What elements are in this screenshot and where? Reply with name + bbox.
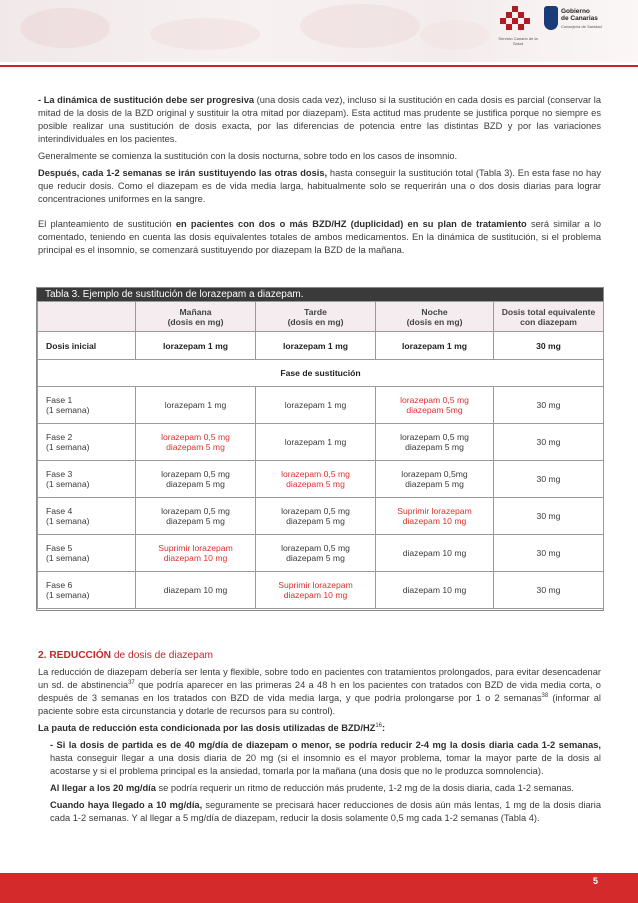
- header-pill-decoration: [420, 20, 490, 50]
- page-number: 5: [592, 876, 598, 886]
- cell-manana: Suprimir lorazepam diazepam 10 mg: [136, 535, 256, 572]
- bold-lead: Después, cada 1-2 semanas se irán sustituyendo las otras dosis,: [38, 168, 328, 178]
- cell-total: 30 mg: [494, 387, 604, 424]
- table-row-phase: [38, 424, 604, 461]
- cell-noche: lorazepam 0,5 mg diazepam 5 mg: [376, 424, 494, 461]
- phase-label: Fase 6 (1 semana): [38, 572, 136, 609]
- gc-line2: de Canarias: [561, 15, 598, 22]
- phase-label: Fase 1 (1 semana): [38, 387, 136, 424]
- cell-manana: lorazepam 0,5 mg diazepam 5 mg: [136, 498, 256, 535]
- cell-total: 30 mg: [494, 424, 604, 461]
- table-caption-label: Tabla 3.: [45, 289, 81, 300]
- paragraph-despues: [38, 167, 601, 206]
- gobierno-canarias-logo-text: [561, 8, 598, 22]
- gobierno-canarias-sub: Consejería de Sanidad: [561, 24, 602, 29]
- cell-noche: lorazepam 1 mg: [376, 332, 494, 360]
- body-text: hasta conseguir llegar a una dosis diaria de 20 mg (si el insomnio es el mayor problema, tomar la mayor parte de la dosis al acostarse y si el problema principal es la ansiedad, tomarla por la mañana (una dosis que no le produzca somnolencia).: [50, 753, 601, 776]
- header-cell-tarde: Tarde (dosis en mg): [256, 302, 376, 332]
- paragraph-reduccion: [38, 666, 601, 718]
- row-label: Dosis inicial: [38, 332, 136, 360]
- cell-total: 30 mg: [494, 332, 604, 360]
- section-2-title: [38, 649, 601, 662]
- cell-manana: lorazepam 0,5 mg diazepam 5 mg: [136, 424, 256, 461]
- table-caption: [37, 288, 603, 301]
- cell-total: 30 mg: [494, 572, 604, 609]
- gc-line1: Gobierno: [561, 8, 590, 15]
- table-row-phase: [38, 498, 604, 535]
- bold-lead: - La dinámica de sustitución debe ser progresiva: [38, 95, 255, 105]
- cell-tarde: lorazepam 1 mg: [256, 332, 376, 360]
- colon: :: [382, 723, 386, 733]
- paragraph-duplicidad: [38, 218, 601, 257]
- body-text: El planteamiento de sustitución: [38, 219, 176, 229]
- body-text: que podría aparecer en las primeras 24 a 48 h en los pacientes con tratados con BZD de vida media corta, o después de 3 semanas en los tratados con BZD de vida media larga, y que podría prolongarse por 1 o 2 semanas: [38, 680, 601, 703]
- cell-total: 30 mg: [494, 535, 604, 572]
- table-header-row: [38, 302, 604, 332]
- cell-noche: lorazepam 0,5mg diazepam 5 mg: [376, 461, 494, 498]
- cell-tarde: lorazepam 1 mg: [256, 387, 376, 424]
- cell-tarde: lorazepam 1 mg: [256, 424, 376, 461]
- body-text: se podría requerir un ritmo de reducción más prudente, 1-2 mg de la dosis diaria, cada 1-2 semanas.: [155, 783, 574, 793]
- page-header: [0, 0, 638, 62]
- bold-lead: Cuando haya llegado a 10 mg/día,: [50, 800, 203, 810]
- gobierno-canarias-shield-icon: [544, 6, 558, 30]
- cell-total: 30 mg: [494, 461, 604, 498]
- body-text: hasta conseguir la sustitución total (Tabla 3). En esta fase no hay que reducir dosis. Como el diazepam es de vida media larga, habitualmente solo se requerirán una o dos dosis diarias para lograr concentraciones uniformes en la sangre.: [38, 168, 601, 204]
- cell-tarde: lorazepam 0,5 mg diazepam 5 mg: [256, 461, 376, 498]
- table-row-phase: [38, 572, 604, 609]
- cell-manana: lorazepam 1 mg: [136, 387, 256, 424]
- bold-lead: Al llegar a los 20 mg/día: [50, 783, 156, 793]
- paragraph-pauta: [38, 722, 601, 735]
- page-footer: [0, 873, 638, 903]
- section-title-rest: de dosis de diazepam: [111, 650, 213, 661]
- body-text: (informar al paciente sobre esta circunstancia y dotarle de recursos para su control).: [38, 693, 601, 716]
- phase-rows: [38, 387, 604, 609]
- cell-tarde: lorazepam 0,5 mg diazepam 5 mg: [256, 498, 376, 535]
- cell-manana: lorazepam 0,5 mg diazepam 5 mg: [136, 461, 256, 498]
- header-cell-total: Dosis total equivalente con diazepam: [494, 302, 604, 332]
- table-row-phase: [38, 387, 604, 424]
- table-3: [36, 287, 604, 611]
- bold-lead: - Si la dosis de partida es de 40 mg/día de diazepam o menor, se podría reducir 2-4 mg la dosis diaria cada 1-2 semanas,: [50, 740, 601, 750]
- sns-logo-icon: [500, 6, 530, 34]
- bold-inline: en pacientes con dos o más BZD/HZ (duplicidad) en su plan de tratamiento: [175, 219, 527, 229]
- phase-title: Fase de sustitución: [38, 360, 604, 387]
- body-text: seguramente se precisará hacer reducciones de dosis aún más lentas, 1 mg de la dosis diaria cada 1-2 semanas. Y al llegar a 5 mg/día de diazepam, reducir la dosis solamente 0,5 mg cada 1-2 semanas (Tabla 4).: [50, 800, 601, 823]
- ref-37: 37: [128, 679, 135, 686]
- table-row-phase-title: [38, 360, 604, 387]
- bold-lead: La pauta de reducción esta condicionada por las dosis utilizadas de BZD/HZ: [38, 723, 376, 733]
- cell-tarde: lorazepam 0,5 mg diazepam 5 mg: [256, 535, 376, 572]
- intro-text: [38, 94, 601, 257]
- ref-38: 38: [541, 692, 549, 699]
- paragraph-20mg: [38, 782, 601, 795]
- header-pill-decoration: [20, 8, 110, 48]
- header-pill-decoration: [300, 4, 420, 48]
- table-caption-text: Ejemplo de sustitución de lorazepam a diazepam.: [80, 289, 304, 300]
- phase-label: Fase 3 (1 semana): [38, 461, 136, 498]
- section-2: [38, 649, 601, 825]
- cell-noche: diazepam 10 mg: [376, 572, 494, 609]
- header-cell-manana: Mañana (dosis en mg): [136, 302, 256, 332]
- paragraph-nocturna: Generalmente se comienza la sustitución con la dosis nocturna, sobre todo en los casos de insomnio.: [38, 151, 458, 161]
- ref-16: 16: [375, 722, 383, 729]
- cell-noche: lorazepam 0,5 mg diazepam 5mg: [376, 387, 494, 424]
- header-cell-empty: [38, 302, 136, 332]
- header-cell-noche: Noche (dosis en mg): [376, 302, 494, 332]
- body-text: será similar a lo comentado, teniendo en cuenta las dosis equivalentes totales de ambos medicamentos. En la dinámica de sustitución, si el problema principal es el insomnio, se comenzará sustituyendo por diazepam la BZD de la mañana.: [38, 219, 601, 255]
- sns-logo-caption: Servicio Canario de la Salud: [498, 36, 538, 46]
- cell-manana: diazepam 10 mg: [136, 572, 256, 609]
- body-text: La reducción de diazepam debería ser lenta y flexible, sobre todo en pacientes con tratamientos prolongados, para evitar desencadenar un sd. de abstinencia: [38, 667, 601, 690]
- paragraph-progresiva: [38, 94, 601, 146]
- table-row-phase: [38, 461, 604, 498]
- substitution-table: [37, 301, 604, 609]
- table-row-phase: [38, 535, 604, 572]
- cell-total: 30 mg: [494, 498, 604, 535]
- cell-manana: lorazepam 1 mg: [136, 332, 256, 360]
- table-row-initial: [38, 332, 604, 360]
- header-pill-decoration: [150, 18, 260, 50]
- phase-label: Fase 5 (1 semana): [38, 535, 136, 572]
- header-rule: [0, 65, 638, 67]
- section-title-bold: 2. REDUCCIÓN: [38, 650, 112, 661]
- cell-tarde: Suprimir lorazepam diazepam 10 mg: [256, 572, 376, 609]
- phase-label: Fase 4 (1 semana): [38, 498, 136, 535]
- paragraph-40mg: [38, 739, 601, 778]
- paragraph-10mg: [38, 799, 601, 825]
- body-text: (una dosis cada vez), incluso si la sustitución en cada dosis es parcial (conservar la mitad de la dosis de la BZD original y sustituir la otra mitad por diazepam). Esta actitud mas prudente se justifica porque no siempre es posible realizar una sustitución de dosis exacta, por las diferencias de potencia entre las distintas BZD y por las variaciones interindividuales en los pacientes.: [38, 95, 601, 144]
- phase-label: Fase 2 (1 semana): [38, 424, 136, 461]
- cell-noche: diazepam 10 mg: [376, 535, 494, 572]
- cell-noche: Suprimir lorazepam diazepam 10 mg: [376, 498, 494, 535]
